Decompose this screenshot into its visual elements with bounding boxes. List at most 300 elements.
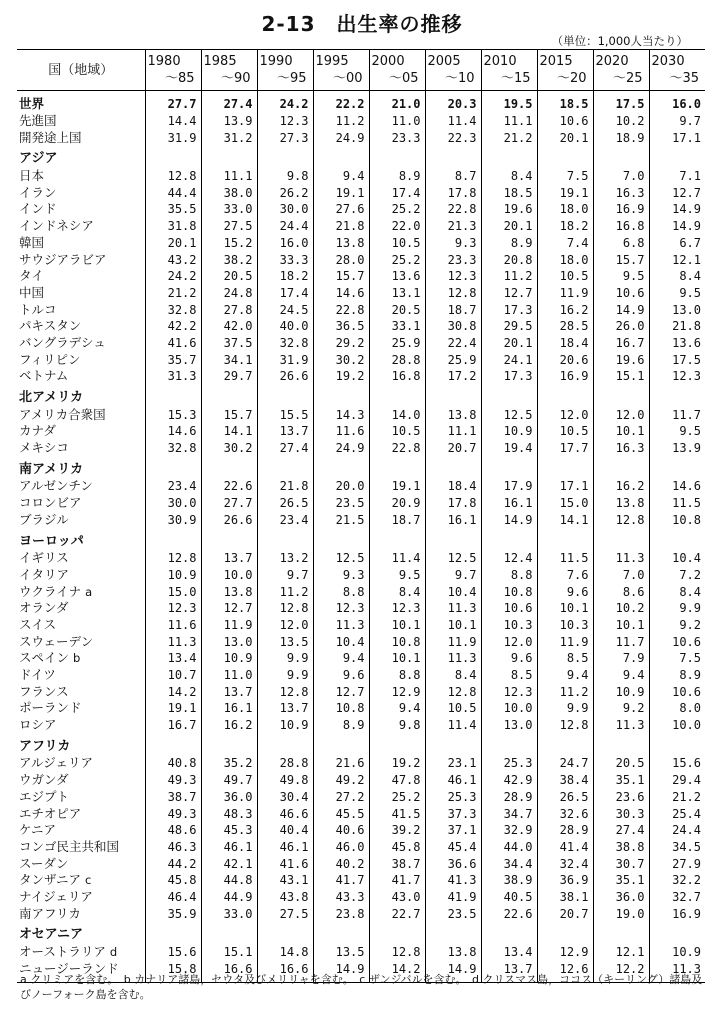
cell-value: 7.1 — [649, 168, 705, 185]
cell-value: 24.4 — [257, 218, 313, 235]
cell-value: 27.6 — [313, 201, 369, 218]
cell-value: 15.2 — [201, 235, 257, 252]
region-row — [17, 390, 705, 407]
cell-value: 13.0 — [481, 717, 537, 734]
cell-value: 33.0 — [201, 201, 257, 218]
cell-value: 7.9 — [593, 650, 649, 667]
cell-value: 9.7 — [649, 113, 705, 130]
column-header-period — [537, 50, 593, 91]
cell-value: 6.7 — [649, 235, 705, 252]
cell-value: 10.9 — [593, 683, 649, 700]
cell-value: 13.9 — [201, 113, 257, 130]
column-header-country: 国（地域） — [48, 62, 114, 78]
cell-value: 10.6 — [593, 285, 649, 302]
cell-value: 18.5 — [537, 96, 593, 113]
country-label: エチオピア — [19, 805, 82, 821]
cell-value: 27.7 — [145, 96, 201, 113]
cell-value: 12.9 — [537, 944, 593, 961]
cell-value: 14.2 — [369, 960, 425, 977]
country-name — [17, 368, 145, 385]
cell-value: 10.9 — [145, 567, 201, 584]
cell-value: 21.6 — [313, 755, 369, 772]
cell-value: 14.8 — [257, 944, 313, 961]
region-row — [17, 738, 705, 755]
cell-value: 19.1 — [145, 700, 201, 717]
cell-value: 12.8 — [257, 683, 313, 700]
column-header-period — [369, 50, 425, 91]
country-name — [17, 301, 145, 318]
cell-value: 13.5 — [313, 944, 369, 961]
country-name — [17, 96, 145, 113]
cell-value: 13.7 — [201, 550, 257, 567]
cell-value: 9.7 — [425, 567, 481, 584]
table-row — [17, 583, 705, 600]
cell-value: 9.6 — [481, 650, 537, 667]
table-row — [17, 822, 705, 839]
cell-value: 19.1 — [313, 184, 369, 201]
cell-value: 16.3 — [593, 184, 649, 201]
cell-value: 11.3 — [425, 650, 481, 667]
cell-value: 7.5 — [649, 650, 705, 667]
cell-value: 14.6 — [313, 285, 369, 302]
cell-value: 27.9 — [649, 855, 705, 872]
cell-value: 21.3 — [425, 218, 481, 235]
cell-value: 9.9 — [257, 650, 313, 667]
table-row — [17, 872, 705, 889]
cell-value: 13.5 — [257, 633, 313, 650]
cell-value: 9.5 — [369, 567, 425, 584]
cell-value: 22.8 — [313, 301, 369, 318]
cell-value: 46.0 — [313, 839, 369, 856]
cell-value: 31.3 — [145, 368, 201, 385]
cell-value: 11.9 — [201, 617, 257, 634]
cell-value: 35.1 — [593, 772, 649, 789]
cell-value: 32.8 — [257, 335, 313, 352]
cell-value: 20.1 — [481, 218, 537, 235]
period-end: ～20 — [556, 71, 587, 86]
country-label: フィリピン — [19, 351, 81, 367]
cell-value: 9.3 — [313, 567, 369, 584]
cell-value: 12.8 — [145, 550, 201, 567]
cell-value: 48.6 — [145, 822, 201, 839]
cell-value: 18.2 — [257, 268, 313, 285]
table-row — [17, 201, 705, 218]
table-row — [17, 905, 705, 922]
cell-value: 14.9 — [649, 218, 705, 235]
cell-value: 15.5 — [257, 406, 313, 423]
cell-value: 28.9 — [537, 822, 593, 839]
column-header-period — [649, 50, 705, 91]
table-row — [17, 251, 705, 268]
cell-value: 41.6 — [145, 335, 201, 352]
cell-value: 23.4 — [145, 478, 201, 495]
country-label: 南アフリカ — [19, 905, 81, 921]
cell-value: 20.0 — [313, 478, 369, 495]
region-label: ヨーロッパ — [19, 533, 84, 549]
period-start: 2015 — [539, 54, 573, 69]
country-name — [17, 944, 145, 961]
cell-value: 12.7 — [313, 683, 369, 700]
table-row — [17, 667, 705, 684]
country-name — [17, 478, 145, 495]
cell-value: 11.2 — [313, 113, 369, 130]
table-row — [17, 351, 705, 368]
page-title: 2-13 出生率の推移 — [261, 12, 463, 36]
country-label: メキシコ — [19, 440, 69, 456]
cell-value: 8.0 — [649, 700, 705, 717]
table-row — [17, 440, 705, 457]
cell-value: 10.1 — [425, 617, 481, 634]
cell-value: 12.5 — [481, 406, 537, 423]
cell-value: 20.5 — [369, 301, 425, 318]
cell-value: 9.8 — [257, 168, 313, 185]
period-end: ～95 — [276, 71, 307, 86]
cell-value: 36.0 — [593, 889, 649, 906]
country-name — [17, 285, 145, 302]
cell-value: 46.1 — [425, 772, 481, 789]
cell-value: 11.3 — [313, 617, 369, 634]
column-header-period — [425, 50, 481, 91]
cell-value: 7.2 — [649, 567, 705, 584]
table-row — [17, 168, 705, 185]
country-label: ニュージーランド — [19, 960, 119, 976]
cell-value: 35.2 — [201, 755, 257, 772]
cell-value: 13.8 — [593, 495, 649, 512]
cell-value: 12.7 — [649, 184, 705, 201]
cell-value: 23.5 — [425, 905, 481, 922]
cell-value: 37.3 — [425, 805, 481, 822]
country-label: トルコ — [19, 301, 57, 317]
table-row — [17, 617, 705, 634]
cell-value: 14.9 — [313, 960, 369, 977]
cell-value: 11.3 — [425, 600, 481, 617]
cell-value: 10.8 — [481, 583, 537, 600]
cell-value: 32.9 — [481, 822, 537, 839]
cell-value: 33.0 — [201, 905, 257, 922]
cell-value: 11.5 — [537, 550, 593, 567]
cell-value: 13.1 — [369, 285, 425, 302]
cell-value: 18.5 — [481, 184, 537, 201]
cell-value: 9.4 — [537, 667, 593, 684]
cell-value: 14.6 — [649, 478, 705, 495]
cell-value: 16.2 — [201, 717, 257, 734]
cell-value: 8.6 — [593, 583, 649, 600]
country-name — [17, 889, 145, 906]
country-label: フランス — [19, 683, 69, 699]
cell-value: 6.8 — [593, 235, 649, 252]
cell-value: 32.6 — [537, 805, 593, 822]
cell-value: 22.8 — [425, 201, 481, 218]
cell-value: 18.0 — [537, 251, 593, 268]
country-name — [17, 184, 145, 201]
period-start: 1985 — [203, 54, 237, 69]
country-name — [17, 129, 145, 146]
cell-value: 16.6 — [257, 960, 313, 977]
cell-value: 25.9 — [425, 351, 481, 368]
cell-value: 35.5 — [145, 201, 201, 218]
cell-value: 42.2 — [145, 318, 201, 335]
table-row — [17, 218, 705, 235]
cell-value: 34.5 — [649, 839, 705, 856]
cell-value: 7.0 — [593, 567, 649, 584]
cell-value: 36.9 — [537, 872, 593, 889]
cell-value: 27.4 — [257, 440, 313, 457]
footnote-marker: a — [85, 584, 93, 599]
cell-value: 16.0 — [257, 235, 313, 252]
cell-value: 30.4 — [257, 789, 313, 806]
cell-value: 18.7 — [369, 512, 425, 529]
table-row — [17, 772, 705, 789]
cell-value: 24.2 — [257, 96, 313, 113]
cell-value: 30.7 — [593, 855, 649, 872]
cell-value: 44.4 — [145, 184, 201, 201]
cell-value: 43.0 — [369, 889, 425, 906]
cell-value: 11.7 — [593, 633, 649, 650]
country-name — [17, 872, 145, 889]
country-label: イギリス — [19, 550, 69, 566]
table-row — [17, 235, 705, 252]
cell-value: 12.3 — [145, 600, 201, 617]
cell-value: 13.7 — [257, 700, 313, 717]
cell-value: 12.2 — [593, 960, 649, 977]
cell-value: 17.7 — [537, 440, 593, 457]
cell-value: 10.8 — [369, 633, 425, 650]
column-header-period — [201, 50, 257, 91]
cell-value: 21.2 — [145, 285, 201, 302]
cell-value: 17.5 — [593, 96, 649, 113]
table-row — [17, 478, 705, 495]
country-label: 世界 — [19, 96, 45, 112]
cell-value: 13.7 — [481, 960, 537, 977]
region-row — [17, 461, 705, 478]
country-name — [17, 512, 145, 529]
cell-value: 11.4 — [369, 550, 425, 567]
country-label: ウガンダ — [19, 772, 69, 788]
cell-value: 15.6 — [649, 755, 705, 772]
cell-value: 22.7 — [369, 905, 425, 922]
cell-value: 21.8 — [649, 318, 705, 335]
cell-value: 27.4 — [201, 96, 257, 113]
cell-value: 10.2 — [593, 113, 649, 130]
cell-value: 10.1 — [537, 600, 593, 617]
cell-value: 28.8 — [369, 351, 425, 368]
table-row — [17, 650, 705, 667]
country-label: イタリア — [19, 566, 70, 582]
cell-value: 43.2 — [145, 251, 201, 268]
cell-value: 20.1 — [145, 235, 201, 252]
cell-value: 19.4 — [481, 440, 537, 457]
cell-value: 27.2 — [313, 789, 369, 806]
cell-value: 38.1 — [537, 889, 593, 906]
cell-value: 16.1 — [425, 512, 481, 529]
period-end: ～35 — [669, 71, 699, 86]
table-row — [17, 889, 705, 906]
cell-value: 25.4 — [649, 805, 705, 822]
cell-value: 13.0 — [649, 301, 705, 318]
cell-value: 21.8 — [313, 218, 369, 235]
cell-value: 18.0 — [537, 201, 593, 218]
cell-value: 16.2 — [537, 301, 593, 318]
cell-value: 9.9 — [537, 700, 593, 717]
cell-value: 8.9 — [313, 717, 369, 734]
cell-value: 20.7 — [537, 905, 593, 922]
table-row — [17, 184, 705, 201]
cell-value: 8.4 — [649, 268, 705, 285]
cell-value: 10.9 — [257, 717, 313, 734]
country-name — [17, 683, 145, 700]
cell-value: 29.2 — [313, 335, 369, 352]
region-label: 南アメリカ — [19, 461, 84, 477]
cell-value: 13.0 — [201, 633, 257, 650]
cell-value: 12.8 — [425, 683, 481, 700]
cell-value: 13.2 — [257, 550, 313, 567]
cell-value: 20.5 — [593, 755, 649, 772]
cell-value: 40.2 — [313, 855, 369, 872]
cell-value: 23.1 — [425, 755, 481, 772]
cell-value: 15.1 — [593, 368, 649, 385]
cell-value: 10.6 — [481, 600, 537, 617]
cell-value: 22.6 — [481, 905, 537, 922]
table-row — [17, 550, 705, 567]
cell-value: 10.7 — [145, 667, 201, 684]
cell-value: 11.3 — [649, 960, 705, 977]
cell-value: 30.0 — [257, 201, 313, 218]
cell-value: 20.9 — [369, 495, 425, 512]
cell-value: 15.0 — [537, 495, 593, 512]
country-label: コンゴ民主共和国 — [19, 838, 120, 854]
cell-value: 46.1 — [201, 839, 257, 856]
cell-value: 21.2 — [481, 129, 537, 146]
cell-value: 23.5 — [313, 495, 369, 512]
table-row — [17, 839, 705, 856]
country-name — [17, 617, 145, 634]
cell-value: 26.6 — [257, 368, 313, 385]
cell-value: 17.1 — [649, 129, 705, 146]
cell-value: 12.0 — [257, 617, 313, 634]
table-row — [17, 944, 705, 961]
cell-value: 10.5 — [537, 268, 593, 285]
cell-value: 10.3 — [481, 617, 537, 634]
cell-value: 38.7 — [369, 855, 425, 872]
cell-value: 19.1 — [537, 184, 593, 201]
cell-value: 16.8 — [593, 218, 649, 235]
cell-value: 13.7 — [201, 683, 257, 700]
cell-value: 40.4 — [257, 822, 313, 839]
table-row — [17, 318, 705, 335]
cell-value: 19.5 — [481, 96, 537, 113]
cell-value: 14.2 — [145, 683, 201, 700]
cell-value: 10.8 — [313, 700, 369, 717]
cell-value: 12.0 — [593, 406, 649, 423]
cell-value: 16.9 — [593, 201, 649, 218]
country-name — [17, 318, 145, 335]
country-name — [17, 495, 145, 512]
table-row — [17, 633, 705, 650]
cell-value: 32.2 — [649, 872, 705, 889]
birth-rate-table — [17, 49, 705, 983]
cell-value: 17.1 — [537, 478, 593, 495]
cell-value: 27.5 — [257, 905, 313, 922]
table-row — [17, 495, 705, 512]
country-name — [17, 567, 145, 584]
cell-value: 24.9 — [313, 440, 369, 457]
cell-value: 11.0 — [201, 667, 257, 684]
country-name — [17, 755, 145, 772]
cell-value: 16.7 — [145, 717, 201, 734]
cell-value: 9.9 — [257, 667, 313, 684]
cell-value: 11.2 — [257, 583, 313, 600]
table-row — [17, 717, 705, 734]
cell-value: 43.1 — [257, 872, 313, 889]
cell-value: 25.3 — [481, 755, 537, 772]
column-header-period — [593, 50, 649, 91]
cell-value: 43.3 — [313, 889, 369, 906]
cell-value: 44.8 — [201, 872, 257, 889]
cell-value: 20.8 — [481, 251, 537, 268]
cell-value: 20.6 — [537, 351, 593, 368]
cell-value: 13.7 — [257, 423, 313, 440]
period-end: ～00 — [332, 71, 363, 86]
country-label: 先進国 — [19, 113, 57, 129]
cell-value: 13.6 — [649, 335, 705, 352]
cell-value: 11.4 — [425, 113, 481, 130]
country-label: 韓国 — [19, 234, 45, 250]
cell-value: 20.7 — [425, 440, 481, 457]
cell-value: 16.8 — [369, 368, 425, 385]
country-name — [17, 789, 145, 806]
region-label: アジア — [19, 151, 58, 167]
cell-value: 17.8 — [425, 495, 481, 512]
cell-value: 11.1 — [481, 113, 537, 130]
cell-value: 11.6 — [313, 423, 369, 440]
cell-value: 11.9 — [537, 633, 593, 650]
cell-value: 19.2 — [313, 368, 369, 385]
country-name — [17, 235, 145, 252]
cell-value: 10.5 — [369, 423, 425, 440]
cell-value: 43.8 — [257, 889, 313, 906]
cell-value: 32.8 — [145, 301, 201, 318]
cell-value: 23.4 — [257, 512, 313, 529]
cell-value: 8.4 — [425, 667, 481, 684]
cell-value: 14.9 — [593, 301, 649, 318]
cell-value: 11.9 — [425, 633, 481, 650]
country-name — [17, 423, 145, 440]
cell-value: 46.6 — [257, 805, 313, 822]
cell-value: 11.9 — [537, 285, 593, 302]
cell-value: 12.9 — [369, 683, 425, 700]
cell-value: 42.0 — [201, 318, 257, 335]
cell-value: 26.5 — [257, 495, 313, 512]
cell-value: 13.8 — [313, 235, 369, 252]
cell-value: 33.1 — [369, 318, 425, 335]
cell-value: 12.3 — [425, 268, 481, 285]
cell-value: 17.3 — [481, 301, 537, 318]
cell-value: 41.9 — [425, 889, 481, 906]
cell-value: 22.3 — [425, 129, 481, 146]
cell-value: 42.1 — [201, 855, 257, 872]
cell-value: 10.4 — [313, 633, 369, 650]
country-name — [17, 717, 145, 734]
cell-value: 40.0 — [257, 318, 313, 335]
unit-label: （単位：1,000人当たり） — [551, 34, 688, 48]
cell-value: 22.8 — [369, 440, 425, 457]
cell-value: 28.9 — [481, 789, 537, 806]
country-label: タンザニア — [19, 872, 82, 888]
cell-value: 35.1 — [593, 872, 649, 889]
cell-value: 12.6 — [537, 960, 593, 977]
table-row — [17, 129, 705, 146]
cell-value: 15.7 — [201, 406, 257, 423]
